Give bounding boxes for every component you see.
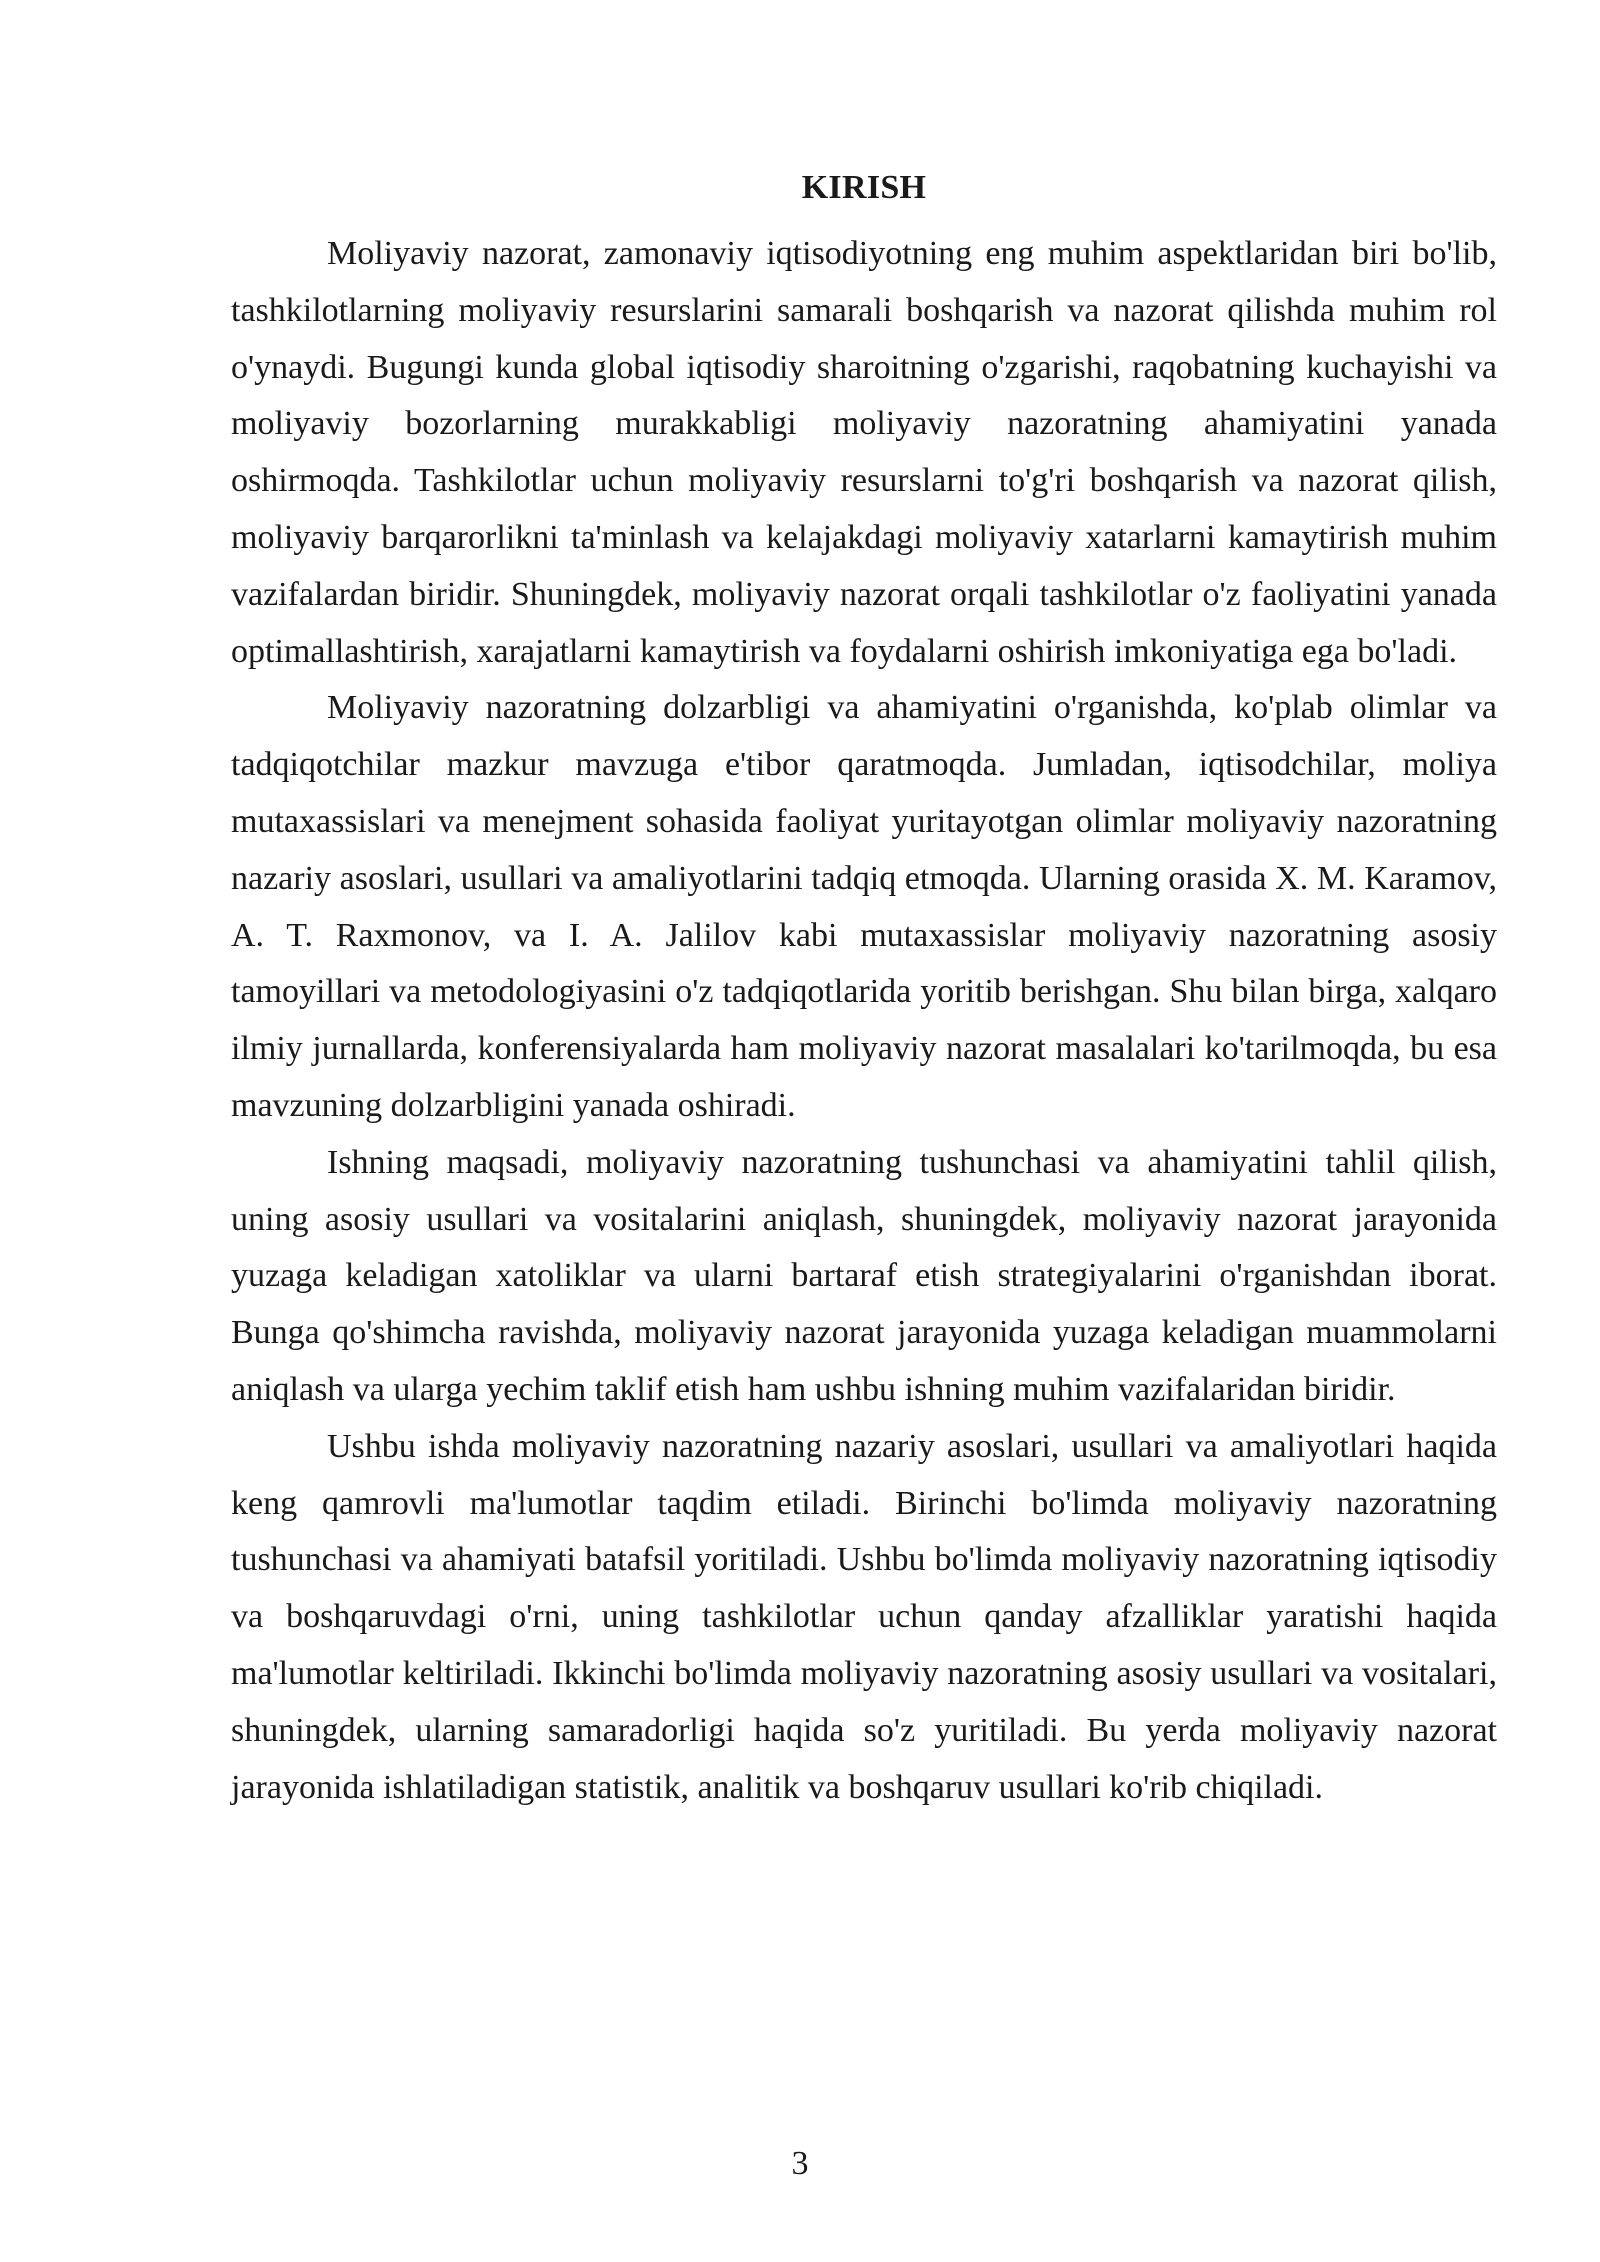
page-number: 3 <box>791 2145 809 2182</box>
page-title: KIRISH <box>801 169 927 206</box>
paragraph-3: Ishning maqsadi, moliyaviy nazoratning tushunchasi va ahamiyatini tahlil qilish, uning asosiy usullari va vositalarini aniqlash, shuningdek, moliyaviy nazorat jarayonida yuzaga keladigan xatoliklar va ularni bartaraf etish strategiyalarini o'rganishdan iborat. Bunga qo'shimcha ravishda, moliyaviy nazorat jarayonida yuzaga keladigan muammolarni aniqlash va ularga yechim taklif etish ham ushbu ishning muhim vazifalaridan biridir. <box>231 1143 1497 1408</box>
page-content <box>231 160 1497 1816</box>
paragraph-2: Moliyaviy nazoratning dolzarbligi va ahamiyatini o'rganishda, ko'plab olimlar va tadqiqotchilar mazkur mavzuga e'tibor qaratmoqda. Jumladan, iqtisodchilar, moliya mutaxassislari va menejment sohasida faoliyat yuritayotgan olimlar moliyaviy nazoratning nazariy asoslari, usullari va amaliyotlarini tadqiq etmoqda. Ularning orasida X. M. Karamov, A. T. Raxmonov, va I. A. Jalilov kabi mutaxassislar moliyaviy nazoratning asosiy tamoyillari va metodologiyasini o'z tadqiqotlarida yoritib berishgan. Shu bilan birga, xalqaro ilmiy jurnallarda, konferensiyalarda ham moliyaviy nazorat masalalari ko'tarilmoqda, bu esa mavzuning dolzarbligini yanada oshiradi. <box>231 689 1497 1124</box>
paragraph-4: Ushbu ishda moliyaviy nazoratning nazariy asoslari, usullari va amaliyotlari haqida keng qamrovli ma'lumotlar taqdim etiladi. Birinchi bo'limda moliyaviy nazoratning tushunchasi va ahamiyati batafsil yoritiladi. Ushbu bo'limda moliyaviy nazoratning iqtisodiy va boshqaruvdagi o'rni, uning tashkilotlar uchun qanday afzalliklar yaratishi haqida ma'lumotlar keltiriladi. Ikkinchi bo'limda moliyaviy nazoratning asosiy usullari va vositalari, shuningdek, ularning samaradorligi haqida so'z yuritiladi. Bu yerda moliyaviy nazorat jarayonida ishlatiladigan statistik, analitik va boshqaruv usullari ko'rib chiqiladi. <box>231 1427 1497 1806</box>
paragraph-1: Moliyaviy nazorat, zamonaviy iqtisodiyotning eng muhim aspektlaridan biri bo'lib, tashkilotlarning moliyaviy resurslarini samarali boshqarish va nazorat qilishda muhim rol o'ynaydi. Bugungi kunda global iqtisodiy sharoitning o'zgarishi, raqobatning kuchayishi va moliyaviy bozorlarning murakkabligi moliyaviy nazoratning ahamiyatini yanada oshirmoqda. Tashkilotlar uchun moliyaviy resurslarni to'g'ri boshqarish va nazorat qilish, moliyaviy barqarorlikni ta'minlash va kelajakdagi moliyaviy xatarlarni kamaytirish muhim vazifalardan biridir. Shuningdek, moliyaviy nazorat orqali tashkilotlar o'z faoliyatini yanada optimallashtirish, xarajatlarni kamaytirish va foydalarni oshirish imkoniyatiga ega bo'ladi. <box>231 235 1497 670</box>
